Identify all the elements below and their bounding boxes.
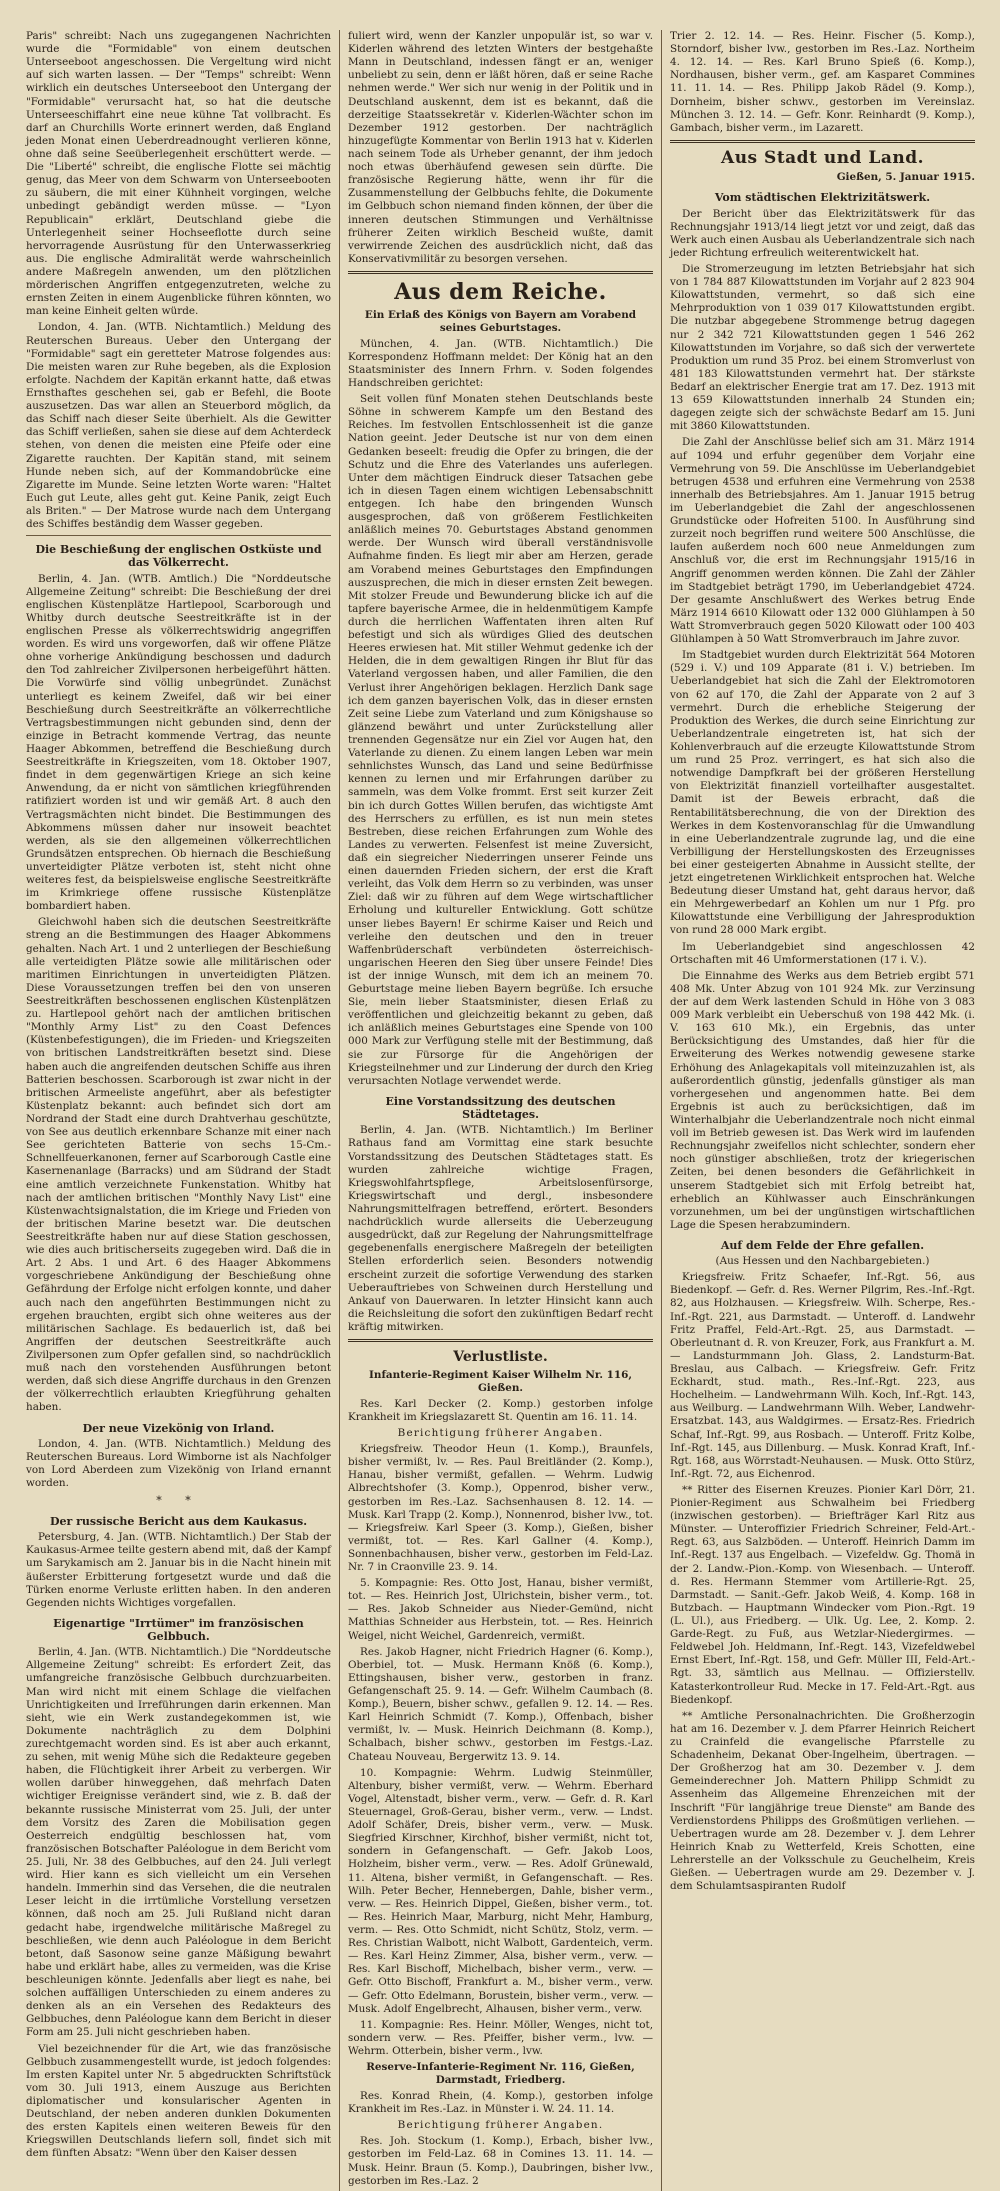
paragraph: Die Stromerzeugung im letzten Betriebsjahr hat sich von 1 784 887 Kilowattstunden im Vorjahr auf 2 823 904 Kilowattstunden, vermehrt, so daß sich eine Mehrproduktion von 1 039 017 Kilowattstunden ergibt. Die nutzbar abgegebene Strommenge betrug dagegen nur 2 342 721 Kilowattstunden gegen 1 546 262 Kilowattstunden im Vorjahre, so daß sich der verwertete Produktion um rund 35 Proz. bei einem Stromverlust von 481 183 Kilowattstunden vermehrt hat. Der stärkste Bedarf an elektrischer Energie trat am 17. Dez. 1913 mit 13 659 Kilowattstunden innerhalb 24 Stunden ein; dagegen zeigte sich der schwächste Bedarf am 15. Juni mit 3860 Kilowattstunden. bbox=[670, 263, 975, 433]
regiment-heading: Reserve-Infanterie-Regiment Nr. 116, Gießen, Darmstadt, Friedberg. bbox=[366, 2061, 635, 2087]
section-title: Aus Stadt und Land. bbox=[721, 147, 924, 168]
divider bbox=[348, 271, 653, 274]
paragraph: Viel bezeichnender für die Art, wie das französische Gelbbuch zusammengestellt wurde, ist jedoch folgendes: Im ersten Kapitel unter Nr. 5 abgedruckten Schriftstück vom 30. Juli 1913, einem Auszuge aus Berichten diplomatischer und konsularischer Agenten in Deutschland, der neben anderen dunklen Dokumenten des ersten Kapitels einen weiteren Beweis für den Kriegswillen Deutschlands liefern soll, findet sich mit dem fünften Absatz: "Wenn über den Kaiser dessen bbox=[26, 2042, 331, 2160]
column-rule bbox=[339, 30, 340, 2191]
section-heading: Die Beschießung der englischen Ostküste und das Völkerrecht. bbox=[35, 543, 322, 570]
paragraph: Im Stadtgebiet wurden durch Elektrizität 564 Motoren (529 i. V.) und 109 Apparate (81 i. V.) betrieben. Im Ueberlandgebiet hat sich die Zahl der Elektromotoren von 62 auf 170, die Zahl der Apparate von 2 auf 3 vermehrt. Durch die erhebliche Steigerung der Produktion des Werkes, die durch seine Einrichtung zur Ueberlandzentrale eingetreten ist, hat sich der Kohlenverbrauch auf die erzeugte Kilowattstunde Strom um rund 25 Proz. verringert, es hat sich also die notwendige Dampfkraft bei der größeren Herstellung von Elektrizität finanziell vorteilhafter ausgestaltet. Damit ist der Beweis erbracht, daß die Rentabilitätsberechnung, die von der Direktion des Werkes in dem Kostenvoranschlag für die Umwandlung in eine Ueberlandzentrale zugrunde lag, und die eine Verbilligung der Herstellungskosten des Erzeugnisses bei einer gesteigerten Abnahme in Aussicht stellte, der jetzt eingetretenen Wirklichkeit entsprochen hat. Welche Bedeutung dieser Umstand hat, geht daraus hervor, daß ein Mehrgewerbedarf an Kohlen um nur 1 Pfg. pro Kilowattstunde eine Verbilligung der Jahresproduktion von rund 28 000 Mark ergibt. bbox=[670, 649, 975, 937]
paragraph: 11. Kompagnie: Res. Heinr. Möller, Wenges, nicht tot, sondern verw. — Res. Pfeiffer, bisher verm., lvw. — Wehrm. Otterbein, bisher verm., lvw. bbox=[348, 2018, 653, 2057]
correction-heading: Berichtigung früherer Angaben. bbox=[397, 2119, 604, 2132]
paragraph: Die Einnahme des Werks aus dem Betrieb ergibt 571 408 Mk. Unter Abzug von 101 924 Mk. zur Verzinsung der auf dem Werk lastenden Schuld in Höhe von 3 083 009 Mark verbleibt ein Ueberschuß von 198 442 Mk. (i. V. 163 610 Mk.), ein Ergebnis, das unter Berücksichtigung des Umstandes, daß hier für die Erweiterung des Werkes notwendig gewesene starke Erhöhung des Anlagekapitals voll miteinzuzahlen ist, als außerordentlich günstig, jedenfalls günstiger als man vorhergesehen und angenommen hatte. Bei dem Ergebnis ist auch zu berücksichtigen, daß im Winterhalbjahr die Ueberlandzentrale noch nicht einmal voll im Betrieb gewesen ist. Das Werk wird im laufenden Rechnungsjahr zweifellos nicht schlechter, sondern eher noch günstiger abschließen, trotz der kriegerischen Zeiten, bei denen besonders die Gefährlichkeit in unserem Stadtgebiet sich mit Erfolg betreibt hat, erheblich an Kühlwasser auch Einschränkungen vorzunehmen, um bei der ungünstigen wirtschaftlichen Lage die Spesen herabzumindern. bbox=[670, 969, 975, 1231]
paragraph: 5. Kompagnie: Res. Otto Jost, Hanau, bisher vermißt, tot. — Res. Heinrich Jost, Ulrichstein, bisher verm., tot. — Res. Jakob Schneider aus Nieder-Gemünd, nicht Matthias Schneider aus Herbstein, tot. — Res. Heinrich Weigel, nicht Weichel, Gardenreich, vermißt. bbox=[348, 1577, 653, 1642]
paragraph: Paris" schreibt: Nach uns zugegangenen Nachrichten wurde die "Formidable" von einem deutschen Unterseeboot angeschossen. Die Vergeltung wird nicht auf sich warten lassen. — Der "Temps" schreibt: Wenn wirklich ein deutsches Unterseeboot den Untergang der "Formidable" verursacht hat, so hat die deutsche Unterseeschiffahrt eine neue kühne Tat vollbracht. Es darf an Churchills Worte erinnert werden, daß England jeden Monat einen Ueberdreadnought verlieren könne, ohne daß seine Seeüberlegenheit erschüttert werde. — Die "Liberté" schreibt, die englische Flotte sei mächtig genug, das Meer von dem Schwarm von Unterseebooten zu säubern, die mit einer Kühnheit vorgingen, welche unbedingt gebändigt werden müsse. — "Lyon Republicain" erklärt, Deutschland giebe die Unterlegenheit seiner Hochseeflotte durch seine hervorragende Ausrüstung für den Unterwasserkrieg aus. Die englische Admiralität werde wahrscheinlich andere Maßregeln anwenden, um den plötzlichen mörderischen Angriffen entgegenzutreten, welche zu ernsten Zeiten in einem Augenblicke führen könnten, wo man keine Einheit gelten würde. bbox=[26, 30, 331, 318]
column-right bbox=[670, 30, 975, 2191]
paragraph: Res. Karl Decker (2. Komp.) gestorben infolge Krankheit im Kriegslazarett St. Quentin am 16. 11. 14. bbox=[348, 1397, 653, 1423]
divider bbox=[670, 140, 975, 143]
paragraph: Petersburg, 4. Jan. (WTB. Nichtamtlich.) Der Stab der Kaukasus-Armee teilte gestern abend mit, daß der Kampf um Sarykamisch am 2. Januar bis in die Nacht hinein mit äußerster Erbitterung fortgesetzt wurde und daß die Türken enorme Verluste erlitten haben. In den anderen Gegenden nichts Wichtiges vorgefallen. bbox=[26, 1531, 331, 1609]
paragraph: Gleichwohl haben sich die deutschen Seestreitkräfte streng an die Bestimmungen des Haager Abkommens gehalten. Nach Art. 1 und 2 unterliegen der Beschießung alle verteidigten Plätze sowie alle militärischen oder maritimen Einrichtungen in unverteidigten Plätzen. Diese Voraussetzungen treffen bei den von unseren Seestreitkräften beschossenen englischen Küstenplätzen zu. Hartlepool gehört nach der amtlichen britischen "Monthly Army List" zu den Coast Defences (Küstenbefestigungen), die im Frieden- und Kriegszeiten von britischen Landstreitkräften besetzt sind. Diese haben auch die angreifenden deutschen Schiffe aus ihren Batterien beschossen. Scarborough ist zwar nicht in der britischen Armeeliste angeführt, aber als befestigter Küstenplatz bekannt: auch befindet sich dort am Nordrand der Stadt eine durch Drahtverhau geschützte, von See aus deutlich erkennbare Schanze mit einer nach See gerichteten Batterie von sechs 15-Cm.-Schnellfeuerkanonen, ferner auf Scarborough Castle eine Kasernenanlage (Barracks) und am Südrand der Stadt eine amtlich verzeichnete Funkenstation. Whitby hat nach der amtlichen britischen "Monthly Navy List" eine Küstenwachtsignalstation, die im Kriege und Frieden von der britischen Marine besetzt war. Die deutschen Seestreitkräfte haben nur auf diese Station geschossen, wie dies auch britischerseits zugegeben wird. Daß die in Art. 2 Abs. 1 und Art. 6 des Haager Abkommens vorgeschriebene Ankündigung der Beschießung ohne Gefährdung der Erfolge nicht erfolgen konnte, und daher auch nach den angeführten Bestimmungen nicht zu ergehen brauchten, ergibt sich ohne weiteres aus der militärischen Sachlage. Es bedauerlich ist, daß bei Angriffen der deutschen Seestreitkräfte auch Zivilpersonen zum Opfer gefallen sind, so nachdrücklich muß nach den vorstehenden Ausführungen betont werden, daß sich diese Angriffe durchaus in den Grenzen der völkerrechtlich erlaubten Kriegführung gehalten haben. bbox=[26, 916, 331, 1414]
paragraph: Berlin, 4. Jan. (WTB. Nichtamtlich.) Die "Norddeutsche Allgemeine Zeitung" schreibt: Es erfordert Zeit, das umfangreiche französische Gelbbuch durchzuarbeiten. Man wird nicht mit einem Schlage die vielfachen Unrichtigkeiten und Irreführungen darin erkennen. Man sieht, wie ein Werk zustandegekommen ist, wie Dokumente nachträglich zu dem Dolphini zurechtgemacht worden sind. Es ist aber auch erkannt, zu sehen, mit wenig Mühe sich die Redakteure gegeben haben, die Flüchtigkeit ihrer Arbeit zu verbergen. Wir wollen darüber hinweggehen, daß mehrfach Daten wichtiger Ereignisse verändert sind, wie z. B. daß der bekannte russische Ministerrat vom 25. Juli, der unter dem Vorsitz des Zaren die Mobilisation gegen Oesterreich endgültig beschlossen hat, vom französischen Botschafter Paléologue in dem Bericht vom 25. Juli, Nr. 38 des Gelbbuches, auf den 24. Juli verlegt wird. Hier kann es sich vielleicht um ein Versehen handeln. Immerhin sind das Versehen, die die neutralen Leser leicht in die irrtümliche Vorstellung versetzen können, daß noch am 25. Juli Rußland nicht daran gedacht habe, irgendwelche militärische Maßregel zu beschließen, wie denn auch Paléologue in dem Bericht betont, daß Sasonow seine ganze Mäßigung bewahrt habe und erklärt habe, alles zu vermeiden, was die Krise beschleunigen könnte. Jedenfalls aber liegt es nahe, bei solchen auffälligen Unterschieden zu einem anderes zu denken als an ein Versehen des Redakteurs des Gelbbuches, denn Paléologue kann dem Bericht in dieser Form am 25. Juli nicht geschrieben haben. bbox=[26, 1646, 331, 2039]
paragraph: 10. Kompagnie: Wehrm. Ludwig Steinmüller, Altenbury, bisher vermißt, verw. — Wehrm. Eberhard Vogel, Altenstadt, bisher verm., verw. — Gefr. d. R. Karl Steuernagel, Groß-Gerau, bisher verm., verw. — Lndst. Adolf Schäfer, Dreis, bisher verm., verw. — Musk. Siegfried Kirschner, Kirchhof, bisher vermißt, nicht tot, sondern in Gefangenschaft. — Gefr. Jakob Loos, Holzheim, bisher verm., verw. — Res. Adolf Grünewald, 11. Altena, bisher vermißt, in Gefangenschaft. — Res. Wilh. Peter Becher, Hennebergen, Dahle, bisher verm., verw. — Res. Heinrich Dippel, Gießen, bisher verm., tot. — Res. Heinrich Maar, Marburg, nicht Mehr, Hamburg, verm. — Res. Otto Schmidt, nicht Schütz, Stolz, verm. — Res. Christian Walbott, nicht Walbott, Gardenteich, verm. — Res. Karl Heinz Zimmer, Alsa, bisher verm., verw. — Res. Karl Bischoff, Michelbach, bisher verm., verw. — Gefr. Otto Bischoff, Frankfurt a. M., bisher verm., verw. — Gefr. Otto Edelmann, Borustein, bisher verm., verw. — Musk. Adolf Engelbrecht, Alhausen, bisher verm., verw. bbox=[348, 1766, 653, 2015]
paragraph: Im Ueberlandgebiet sind angeschlossen 42 Ortschaften mit 46 Umformerstationen (17 i. V.). bbox=[670, 940, 975, 966]
section-heading: Eine Vorstandssitzung des deutschen Städtetages. bbox=[385, 1094, 616, 1122]
section-subtitle: Ein Erlaß des Königs von Bayern am Vorabend seines Geburtstages. bbox=[364, 308, 637, 334]
paragraph: München, 4. Jan. (WTB. Nichtamtlich.) Die Korrespondenz Hoffmann meldet: Der König hat an den Staatsminister des Innern Frhrn. v. Soden folgendes Handschreiben gerichtet: bbox=[348, 337, 653, 390]
divider bbox=[348, 1339, 653, 1342]
section-heading: Der russische Bericht aus dem Kaukasus. bbox=[49, 1515, 308, 1529]
paragraph: ** Amtliche Personalnachrichten. Die Großherzogin hat am 16. Dezember v. J. dem Pfarrer Heinrich Reichert zu Crainfeld die evangelische Pfarrstelle zu Schadenheim, Dekanat Ober-Ingelheim, übertragen. — Der Großherzog hat am 30. Dezember v. J. dem Gemeinderechner Joh. Mattern Philipp Schmidt zu Assenheim das Allgemeine Ehrenzeichen mit der Inschrift "Für langjährige treue Dienste" am Bande des Verdienstordens Philipps des Großmütigen verliehen. — Uebertragen wurde am 28. Dezember v. J. dem Lehrer Heinrich Knab zu Wetterfeld, Kreis Schotten, eine Lehrerstelle an der Volksschule zu Geuchelheim, Kreis Gießen. — Uebertragen wurde am 29. Dezember v. J. dem Schulamtsaspiranten Rudolf bbox=[670, 1709, 975, 1893]
paragraph: Trier 2. 12. 14. — Res. Heinr. Fischer (5. Komp.), Storndorf, bisher lvw., gestorben im Res.-Laz. Northeim 4. 12. 14. — Res. Karl Bruno Spieß (6. Komp.), Nordhausen, bisher verm., gef. am Kasparet Commines 11. 11. 14. — Res. Philipp Jakob Rädel (9. Komp.), Dornheim, bisher schwv., gestorben im Vereinslaz. München 3. 12. 14. — Gefr. Konr. Reinhardt (9. Komp.), Gambach, bisher verm., im Lazarett. bbox=[670, 30, 975, 134]
paragraph: ** Ritter des Eisernen Kreuzes. Pionier Karl Dörr, 21. Pionier-Regiment aus Schwalheim bei Friedberg (inzwischen gestorben). — Briefträger Karl Ritz aus Münster. — Unteroffizier Friedrich Schreiner, Feld-Art.-Regt. 63, aus Salzböden. — Unteroff. Heinrich Damm im Inf.-Regt. 137 aus Engelbach. — Vizefeldw. Gg. Thomä in der 2. Landw.-Pion.-Komp. von Wiesenbach. — Unteroff. d. Res. Hermann Stemmer vom Artillerie-Rgt. 25, Darmstadt. — Sanit.-Gefr. Jakob Weiß, 4. Komp. 168 in Butzbach. — Hauptmann Windecker vom Pion.-Rgt. 19 (L. Ul.), aus Friedberg. — Ulk. Ug. Lee, 2. Komp. 2. Garde-Regt. zu Fuß, aus Wetzlar-Niedergirmes. — Feldwebel Joh. Heldmann, Inf.-Regt. 143, Vizefeldwebel Ernst Ebert, Inf.-Rgt. 158, und Gefr. Müller III, Feld-Art.-Rgt. 33, sämtlich aus Mellnau. — Offizierstellv. Katasterkontrolleur Rud. Mecke in 17. Feld-Art.-Rgt. aus Biedenkopf. bbox=[670, 1483, 975, 1706]
paragraph: London, 4. Jan. (WTB. Nichtamtlich.) Meldung des Reuterschen Bureaus. Lord Wimborne ist als Nachfolger von Lord Aberdeen zum Vizekönig von Irland ernannt worden. bbox=[26, 1437, 331, 1490]
section-heading: Auf dem Felde der Ehre gefallen. bbox=[720, 1239, 925, 1252]
paragraph: Res. Konrad Rhein, (4. Komp.), gestorben infolge Krankheit im Res.-Laz. in Münster i. W. 24. 11. 14. bbox=[348, 2090, 653, 2116]
column-middle bbox=[348, 30, 653, 2191]
paragraph: Berlin, 4. Jan. (WTB. Nichtamtlich.) Im Berliner Rathaus fand am Vormittag eine stark besuchte Vorstandssitzung des Deutschen Städtetages statt. Es wurden zahlreiche wichtige Fragen, Kriegswohlfahrtspflege, Arbeitslosenfürsorge, Kriegswirtschaft und dergl., insbesondere Nahrungsmittelfragen betreffend, erörtert. Besonders nachdrücklich wurde allerseits die Ueberzeugung ausgedrückt, daß zur Regelung der Nahrungsmittelfrage gegebenenfalls energischere Maßregeln der beteiligten Stellen erforderlich seien. Besonders notwendig erscheint zurzeit die sofortige Verwendung des starken Ueberauftriebes von Schweinen durch Herstellung und Ankauf von Dauerwaren. In letzter Hinsicht kann auch die Reichsleitung die sofort den zukünftigen Bedarf recht kräftig mitwirken. bbox=[348, 1124, 653, 1333]
column-left bbox=[26, 30, 331, 2191]
section-heading: Vom städtischen Elektrizitätswerk. bbox=[714, 191, 931, 205]
section-heading: Verlustliste. bbox=[453, 1349, 548, 1366]
section-heading: Eigenartige "Irrtümer" im französischen Gelbbuch. bbox=[53, 1616, 304, 1644]
paragraph: Kriegsfreiw. Theodor Heun (1. Komp.), Braunfels, bisher vermißt, lv. — Res. Paul Breitländer (2. Komp.), Hanau, bisher vermißt, gefallen. — Wehrm. Ludwig Albrechtshofer (3. Komp.), Oppenrod, bisher verw., gestorben im Res.-Laz. Sachsenhausen 8. 12. 14. — Musk. Karl Trapp (2. Komp.), Nonnenrod, bisher lvw., tot. — Kriegsfreiw. Karl Speer (3. Komp.), Gießen, bisher vermißt, tot. — Res. Karl Gallner (4. Komp.), Sonnenbachhausen, bisher verw., gestorben im Feld-Laz. Nr. 7 in Craonville 23. 9. 14. bbox=[348, 1443, 653, 1574]
paragraph: Die Zahl der Anschlüsse belief sich am 31. März 1914 auf 1094 und erfuhr gegenüber dem Vorjahr eine Vermehrung von 59. Die Anschlüsse im Ueberlandgebiet betrugen 4538 und erfuhren eine Vermehrung von 2538 innerhalb des Betriebsjahres. Am 1. Januar 1915 betrug im Ueberlandgebiet die Zahl der angeschlossenen Grundstücke oder Hofreiten 5100. In Ausführung sind zurzeit noch begriffen rund weitere 500 Anschlüsse, die laufen außerdem noch 600 neue Anmeldungen zum Anschluß vor, die erst im Rechnungsjahr 1915/16 in Angriff genommen werden können. Die Zahl der Zähler im Stadtgebiet beträgt 1790, im Ueberlandgebiet 4724. Der gesamte Anschlußwert des Werkes betrug Ende März 1914 6610 Kilowatt oder 132 000 Glühlampen à 50 Watt Stromverbrauch gegen 5020 Kilowatt oder 100 403 Glühlampen à 50 Watt Stromverbrauch im Jahre zuvor. bbox=[670, 436, 975, 646]
section-stars: * * bbox=[156, 1494, 201, 1508]
paragraph: Der Bericht über das Elektrizitätswerk für das Rechnungsjahr 1913/14 liegt jetzt vor und zeigt, daß das Werk auch einen Ausbau als Ueberlandzentrale sich nach jeder Richtung erfreulich weiterentwickelt hat. bbox=[670, 207, 975, 259]
paragraph: London, 4. Jan. (WTB. Nichtamtlich.) Meldung des Reuterschen Bureaus. Ueber den Untergang der "Formidable" sagt ein geretteter Matrose folgendes aus: Die meisten waren zur Ruhe begeben, als die Explosion erfolgte. Nachdem der Kapitän erkannt hatte, daß etwas Ernsthaftes geschehen sei, gab er Befehl, die Boote auszusetzen. Das war allen an Steuerbord möglich, da das Schiff nach dieser Seite überhielt. Als die Gewitter das Schiff verließen, sahen sie diese auf dem Achterdeck stehen, von denen die meisten eine Pfeife oder eine Zigarette rauchten. Der Kapitän stand, mit seinem Hunde neben sich, auf der Kommandobrücke eine Zigarette im Munde. Seine letzten Worte waren: "Haltet Euch gut Leute, alles geht gut. Keine Panik, zeigt Euch als Briten." — Der Matrose wurde nach dem Untergang des Schiffes beständig dem Wasser gegeben. bbox=[26, 321, 331, 531]
paragraph: fuliert wird, wenn der Kanzler unpopulär ist, so war v. Kiderlen während des letzten Winters der bestgehaßte Mann in Deutschland, indessen fängt er an, weniger unbeliebt zu sein, denn er läßt hören, daß er seine Rache nehmen werde." Wer sich nur wenig in der Politik und in Deutschland auskennt, dem ist es bekannt, daß die derzeitige Staatssekretär v. Kiderlen-Wächter schon im Dezember 1912 gestorben. Der nachträglich hinzugefügte Kommentar von Berlin 1913 hat v. Kiderlen nach seinem Tode als Urheber genannt, der ihm jedoch noch etwas überhäufend gewesen sein dürfte. Die französische Regierung hätte, wenn ihr für die Zusammenstellung der Gelbbuchs fehlte, die Dokumente im Gelbbuch schon niemand finden können, der über die inneren deutschen Stimmungen und Verhältnisse früherer Zeiten wirklich Bescheid wußte, damit verwirrende Zeichen des ausdrücklich nicht, daß das Konservativmilitär zu besorgen versehen. bbox=[348, 30, 653, 265]
paragraph: Kriegsfreiw. Fritz Schaefer, Inf.-Rgt. 56, aus Biedenkopf. — Gefr. d. Res. Werner Pilgrim, Res.-Inf.-Rgt. 82, aus Holzhausen. — Kriegsfreiw. Wilh. Scherpe, Res.-Inf.-Rgt. 221, aus Darmstadt. — Unteroff. d. Landwehr Fritz Praffel, Feld-Art.-Rgt. 25, aus Darmstadt. — Oberleutnant d. R. von Kreuzer, Fork, aus Frankfurt a. M. — Landsturmmann Joh. Glass, 2. Landsturm-Bat. Breslau, aus Calbach. — Kriegsfreiw. Gefr. Fritz Eckhardt, stud. math., Res.-Inf.-Rgt. 223, aus Hochelheim. — Landwehrmann Wilh. Koch, Inf.-Rgt. 143, aus Weilburg. — Landwehrmann Wilh. Weber, Landwehr-Ersatzbat. 143, aus Waldgirmes. — Ersatz-Res. Friedrich Schaf, Inf.-Rgt. 99, aus Rosbach. — Unteroff. Fritz Kolbe, Inf.-Rgt. 145, aus Dillenburg. — Musk. Konrad Kraft, Inf.-Rgt. 168, aus Wörrstadt-Neuhausen. — Musk. Otto Stürz, Inf.-Rgt. 72, aus Eichenrod. bbox=[670, 1271, 975, 1480]
paragraph: Res. Jakob Hagner, nicht Friedrich Hagner (6. Komp.), Oberbiel, tot. — Musk. Hermann Knöß (6. Komp.), Ettingshausen, bisher verw., gestorben in franz. Gefangenschaft 25. 9. 14. — Gefr. Wilhelm Caumbach (8. Komp.), Beuern, bisher schwv., gefallen 9. 12. 14. — Res. Karl Heinrich Schmidt (7. Komp.), Offenbach, bisher vermißt, lv. — Musk. Heinrich Deichmann (8. Komp.), Schalbach, bisher schwv., gestorben im Festgs.-Laz. Chateau Nouveau, Bergerwitz 13. 9. 14. bbox=[348, 1645, 653, 1763]
dateline: Gießen, 5. Januar 1915. bbox=[836, 171, 975, 184]
paragraph: Seit vollen fünf Monaten stehen Deutschlands beste Söhne in schwerem Kampfe um den Bestand des Reiches. Im festvollen Entschlossenheit ist die ganze Nation geeint. Jeder Deutsche ist nur von dem einen Gedanken beseelt: freudig die Opfer zu bringen, die der Schutz und die Ehre des Vaterlandes uns auferlegen. Unter dem mächtigen Eindruck dieser Tatsachen gebe ich in diesen Tagen einem wichtigen Lebensabschnitt entgegen. Ich habe den bringenden Wunsch ausgesprochen, daß von größerem Festlichkeiten anläßlich meines 70. Geburtstages Abstand genommen werde. Der Wunsch wird überall verständnisvolle Aufnahme finden. Es liegt mir aber am Herzen, gerade am Vorabend meines Geburtstages den Empfindungen auszusprechen, die mich in dieser ernsten Zeit bewegen. Mit stolzer Freude und Bewunderung blicke ich auf die tapfere bayerische Armee, die in heldenmütigem Kampfe durch die herrlichen Waffentaten ihren alten Ruf befestigt und sich als würdiges Glied des deutschen Heeres erwiesen hat. Mit stiller Wehmut gedenke ich der Helden, die in dem gewaltigen Ringen ihr Blut für das Vaterland vergossen haben, und aller Familien, die den Verlust ihrer Angehörigen beklagen. Herzlich Dank sage ich dem ganzen bayerischen Volk, das in dieser ernsten Zeit seine Liebe zum Vaterland und zum Königshause so glänzend bewährt und unter Zurückstellung aller trennenden Gegensätze nur ein Ziel vor Augen hat, den Vaterlande zu dienen. Zu einem langen Leben war mein sehnlichstes Wunsch, das Land und seine Bedürfnisse kennen zu lernen und mir Erfahrungen darüber zu sammeln, was dem Volke frommt. Erst seit kurzer Zeit bin ich durch Gottes Willen berufen, das wichtigste Amt des Herrschers zu erfüllen, es ist nun mein stetes Bestreben, diese reichen Erfahrungen zum Wohle des Landes zu verwerten. Felsenfest ist meine Zuversicht, daß ein siegreicher Niederringen unserer Feinde uns einen dauernden Frieden sichern, der erst die Kraft verleiht, das Volk dem Herrn so zu verbinden, was unser Ziel: daß wir zu führen auf dem Wege wirtschaftlicher Erholung und kultureller Entwicklung. Gott schütze unser liebes Bayern! Er schirme Kaiser und Reich und verleihe den deutschen und den in treuer Waffenbrüderschaft verbündeten österreichisch-ungarischen Heeren den Sieg über unsere Feinde! Dies ist der innige Wunsch, mit dem ich an meinem 70. Geburtstage meine lieben Bayern begrüße. Ich ersuche Sie, mein lieber Staatsminister, diesen Erlaß zu veröffentlichen und gleichzeitig bekannt zu geben, daß ich anläßlich meines Geburtstages eine Spende von 100 000 Mark zur Verfügung stelle mit der Bestimmung, daß sie zur Fürsorge für die Angehörigen der Kriegsteilnehmer und zur Linderung der durch den Krieg verursachten Notlage verwendet werde. bbox=[348, 393, 653, 1087]
paragraph: Res. Joh. Stockum (1. Komp.), Erbach, bisher lvw., gestorben im Feld-Laz. 68 in Comines 13. 11. 14. — Musk. Heinr. Braun (5. Komp.), Daubringen, bisher lvw., gestorben im Res.-Laz. 2 bbox=[348, 2135, 653, 2187]
section-title: Aus dem Reiche. bbox=[394, 278, 607, 305]
section-subtitle: (Aus Hessen und den Nachbargebieten.) bbox=[715, 1255, 930, 1268]
regiment-heading: Infanterie-Regiment Kaiser Wilhelm Nr. 116, Gießen. bbox=[369, 1368, 632, 1394]
section-heading: Der neue Vizekönig von Irland. bbox=[82, 1421, 275, 1435]
divider bbox=[26, 535, 331, 536]
column-rule bbox=[661, 30, 662, 2191]
paragraph: Berlin, 4. Jan. (WTB. Amtlich.) Die "Norddeutsche Allgemeine Zeitung" schreibt: Die Beschießung der drei englischen Küstenplätze Hartlepool, Scarborough und Whitby durch deutsche Seestreitkräfte ist in der englischen Presse als völkerrechtswidrig angegriffen worden. Es wird uns vorgeworfen, daß wir offene Plätze ohne vorherige Ankündigung beschossen und dadurch den Tod zahlreicher Zivilpersonen herbeigeführt hätten. Die Vorwürfe sind völlig unbegründet. Zunächst unterliegt es keinem Zweifel, daß wir bei einer Beschießung durch Seestreitkräfte an völkerrechtliche Vertragsbestimmungen nicht gebunden sind, denn der einzige in Betracht kommende Vertrag, das neunte Haager Abkommen, betreffend die Beschießung durch Seestreitkräfte in Kriegszeiten, vom 18. Oktober 1907, findet in dem gegenwärtigen Kriege an sich keine Anwendung, da er nicht von sämtlichen kriegführenden ratifiziert worden ist und wir gemäß Art. 8 auch den Vertragsmächten nicht bindet. Die Bestimmungen des Abkommens müssen daher nur insoweit beachtet werden, als sie den allgemeinen völkerrechtlichen Grundsätzen entsprechen. Ob hiernach die Beschießung unverteidigter Plätze verboten ist, steht nicht ohne weiteres fest, da beispielsweise englische Seestreitkräfte im Krimkriege offene russische Küstenplätze bombardiert haben. bbox=[26, 572, 331, 913]
correction-heading: Berichtigung früherer Angaben. bbox=[397, 1427, 604, 1440]
